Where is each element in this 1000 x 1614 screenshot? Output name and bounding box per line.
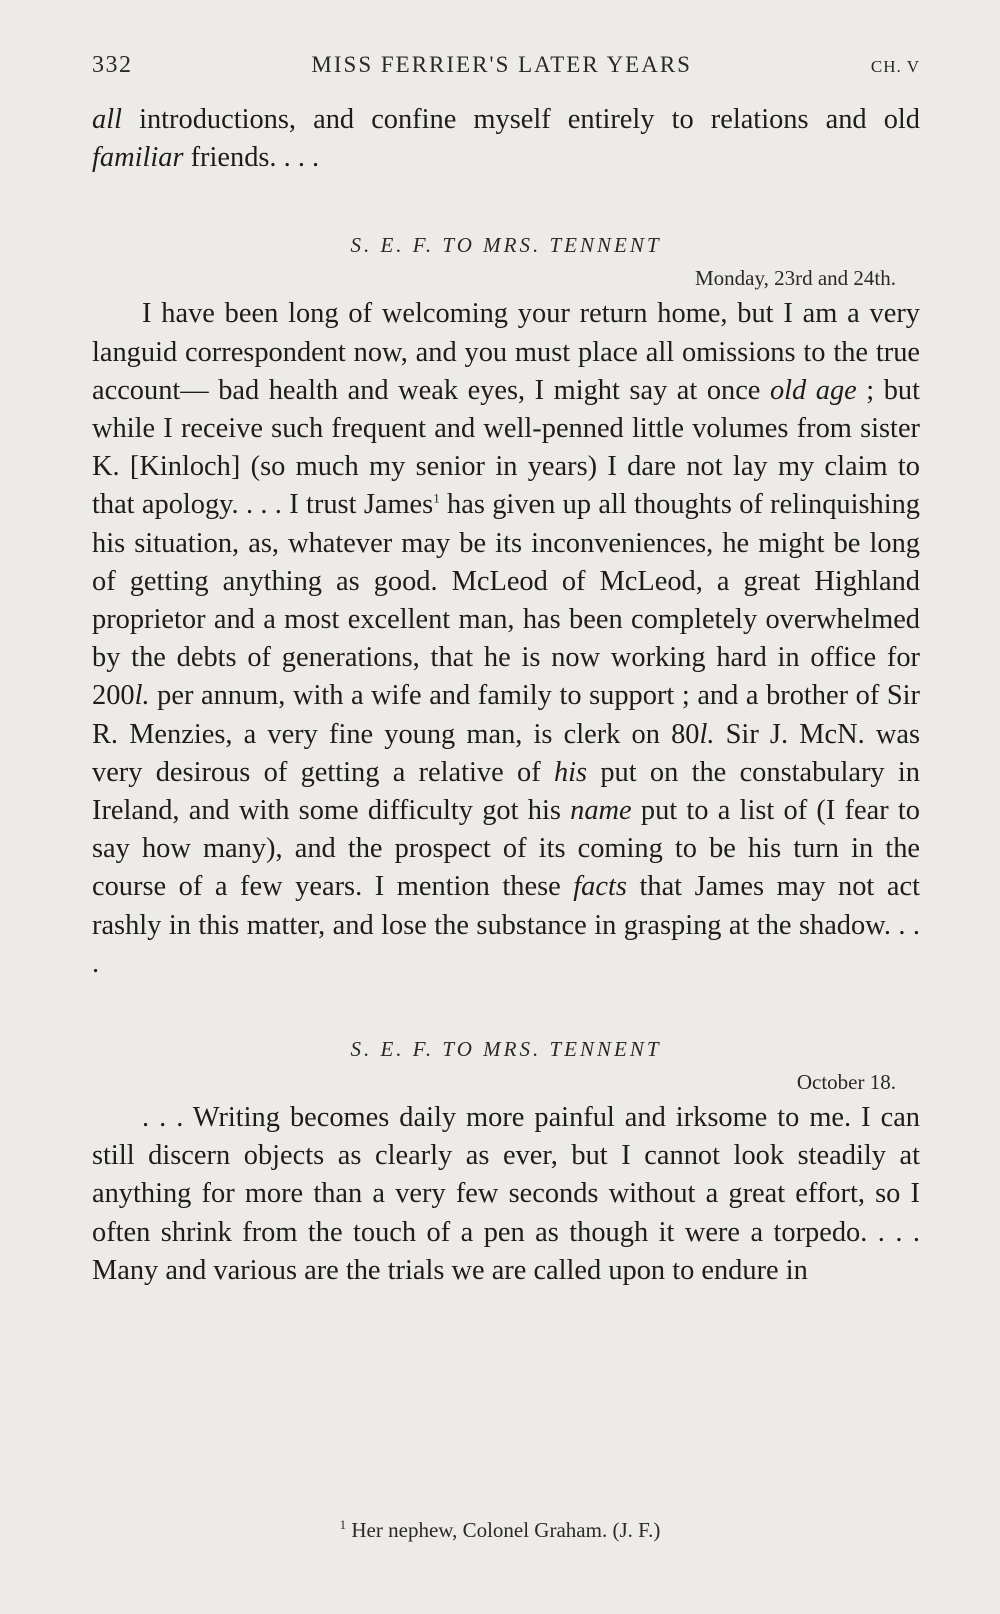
running-title: MISS FERRIER'S LATER YEARS: [311, 52, 692, 77]
letter-date: Monday, 23rd and 24th.: [694, 266, 896, 291]
continuation-paragraph: all introductions, and confine myself entirely to relations and old familiar friends. . . .: [92, 104, 920, 174]
footnote: [0, 1518, 1000, 1543]
letter-date: October 18.: [796, 1070, 896, 1095]
letter-heading: S. E. F. TO MRS. TENNENT: [350, 233, 662, 258]
letter-body: . . . Writing becomes daily more painful and irksome to me. I can still discern objects as clearly as ever, but I cannot look steadily at anything for more than a very few seconds without a great effort, so I often shrink from the touch of a pen as though it were a torpedo. . . . Many and various are the trials we are called upon to endure in: [92, 1102, 920, 1286]
letter-body: I have been long of welcoming your return home, but I am a very languid correspondent now, and you must place all omissions to the true account— bad health and weak eyes, I might say at once old age ; but while I receive such frequent and well-penned little volumes from sister K. [Kinloch] (so much my senior in years) I dare not lay my claim to that apology. . . . I trust James$^1$ has given up all thoughts of relinquishing his situation, as, whatever may be its inconveniences, he might be long of getting anything as good. McLeod of McLeod, a great Highland proprietor and a most excellent man, has been completely overwhelmed by the debts of generations, that he is now working hard in office for 200l. per annum, with a wife and family to support ; and a brother of Sir R. Menzies, a very fine young man, is clerk on 80l. Sir J. McN. was very desirous of getting a relative of his put on the constabulary in Ireland, and with some difficulty got his name put to a list of (I fear to say how many), and the prospect of its coming to be his turn in the course of a few years. I mention these facts that James may not act rashly in this matter, and lose the substance in grasping at the shadow. . . .: [92, 298, 920, 979]
running-head: [92, 52, 920, 79]
italic-word: all: [92, 104, 122, 135]
page-number: 332: [92, 52, 133, 78]
chapter-label: CH. V: [870, 57, 920, 76]
letter-heading: S. E. F. TO MRS. TENNENT: [350, 1037, 662, 1062]
footnote-text: Her nephew, Colonel Graham. (J. F.): [351, 1518, 661, 1542]
footnote-marker: 1: [339, 1517, 347, 1532]
footnote-marker: 1: [433, 490, 440, 506]
italic-word: familiar: [92, 142, 184, 174]
